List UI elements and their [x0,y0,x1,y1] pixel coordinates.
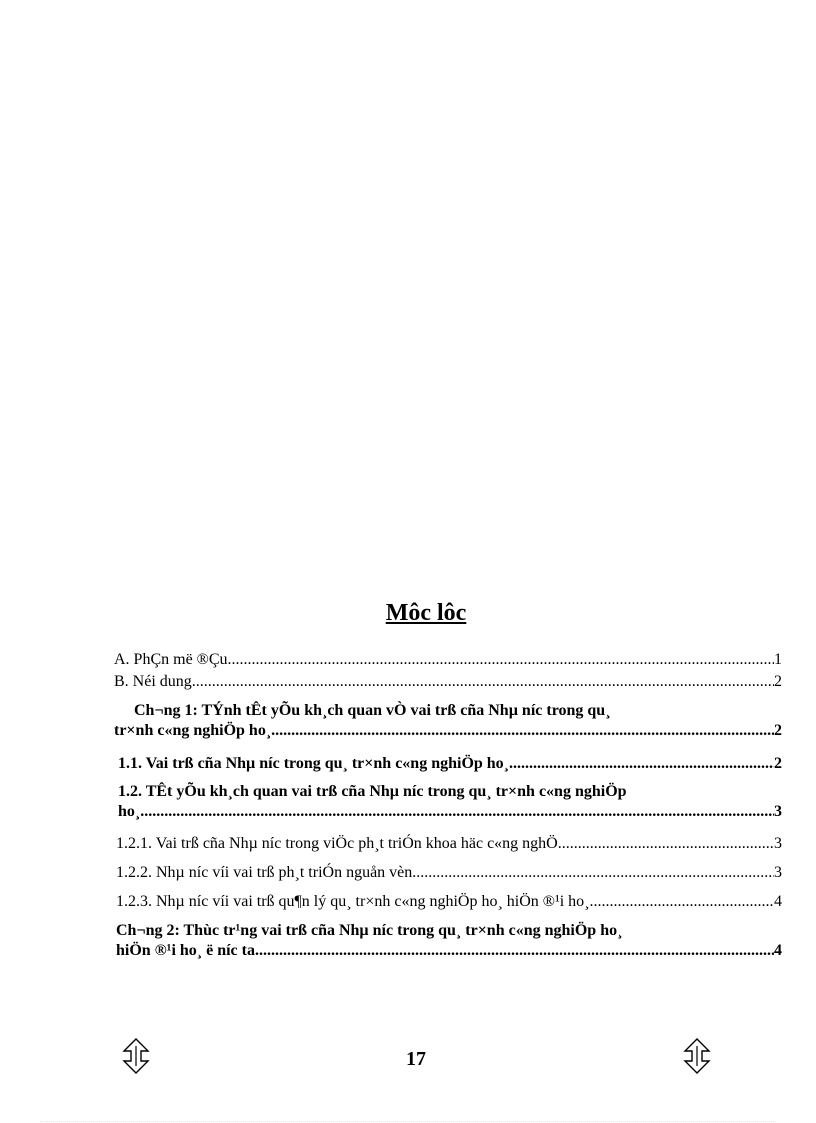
toc-entry-1-1[interactable] [118,754,782,774]
toc-entry-intro[interactable] [114,650,782,670]
dot-leader [412,863,774,883]
toc-entry-text: Ch¬ng 2: Thùc tr¹ng vai trß cña Nhµ níc trong qu¸ tr×nh c«ng nghiÖp ho¸ [116,922,623,939]
toc-entry-1-2-2[interactable] [116,863,782,883]
toc-entry-text: 1.2.3. Nhµ níc víi vai trß qu¶n lý qu¸ tr×nh c«ng nghiÖp ho¸ hiÖn ®¹i ho¸ [116,893,590,910]
toc-entry-text: 1.2. TÊt yÕu kh¸ch quan vai trß cña Nhµ níc trong qu¸ tr×nh c«ng nghiÖp [118,783,627,800]
dot-leader [558,834,774,854]
toc-entry-page: 3 [774,803,782,820]
page-title: Môc lôc [385,600,467,626]
toc-entry-chapter-2[interactable] [116,921,782,961]
toc-entry-page: 3 [774,835,782,852]
toc-entry-1-2[interactable] [118,782,782,822]
dot-leader [140,802,774,822]
toc-entry-text: 1.1. Vai trß cña Nhµ níc trong qu¸ tr×nh c«ng nghiÖp ho¸ [118,755,510,772]
toc-entry-text: B. Néi dung [114,673,192,690]
dot-leader [590,892,774,912]
toc-entry-text: 1.2.2. Nhµ níc víi vai trß ph¸t triÓn nguån vèn [116,864,413,881]
toc-entry-content[interactable] [114,672,782,692]
toc-entry-page: 3 [774,864,782,881]
toc-entry-text: Ch¬ng 1: TÝnh tÊt yÕu kh¸ch quan vÒ vai trß cña Nhµ níc trong qu¸ [134,702,611,719]
dot-leader [509,754,774,774]
toc-entry-page: 2 [774,722,782,739]
dot-leader [271,721,774,741]
dot-leader [255,941,774,961]
toc-entry-chapter-1[interactable] [114,701,782,741]
up-down-arrow-icon [682,1038,712,1074]
toc-entry-text-cont: hiÖn ®¹i ho¸ ë níc ta [116,942,255,959]
toc-entry-text-cont: ho¸ [118,803,141,820]
toc-entry-page: 2 [774,673,782,690]
toc-entry-text: A. PhÇn më ®Çu [114,651,228,668]
toc-entry-page: 2 [774,755,782,772]
dot-leader [228,650,775,670]
toc-entry-text-cont: tr×nh c«ng nghiÖp ho¸ [114,722,272,739]
toc-entry-1-2-1[interactable] [116,834,782,854]
toc-entry-page: 4 [774,893,782,910]
footer-divider [40,1121,776,1122]
dot-leader [192,672,774,692]
toc-entry-1-2-3[interactable] [116,892,782,912]
toc-entry-page: 1 [774,651,782,668]
toc-entry-page: 4 [774,942,782,959]
page-number: 17 [406,1048,426,1070]
toc-entry-text: 1.2.1. Vai trß cña Nhµ níc trong viÖc ph¸t triÓn khoa häc c«ng nghÖ [116,835,558,852]
